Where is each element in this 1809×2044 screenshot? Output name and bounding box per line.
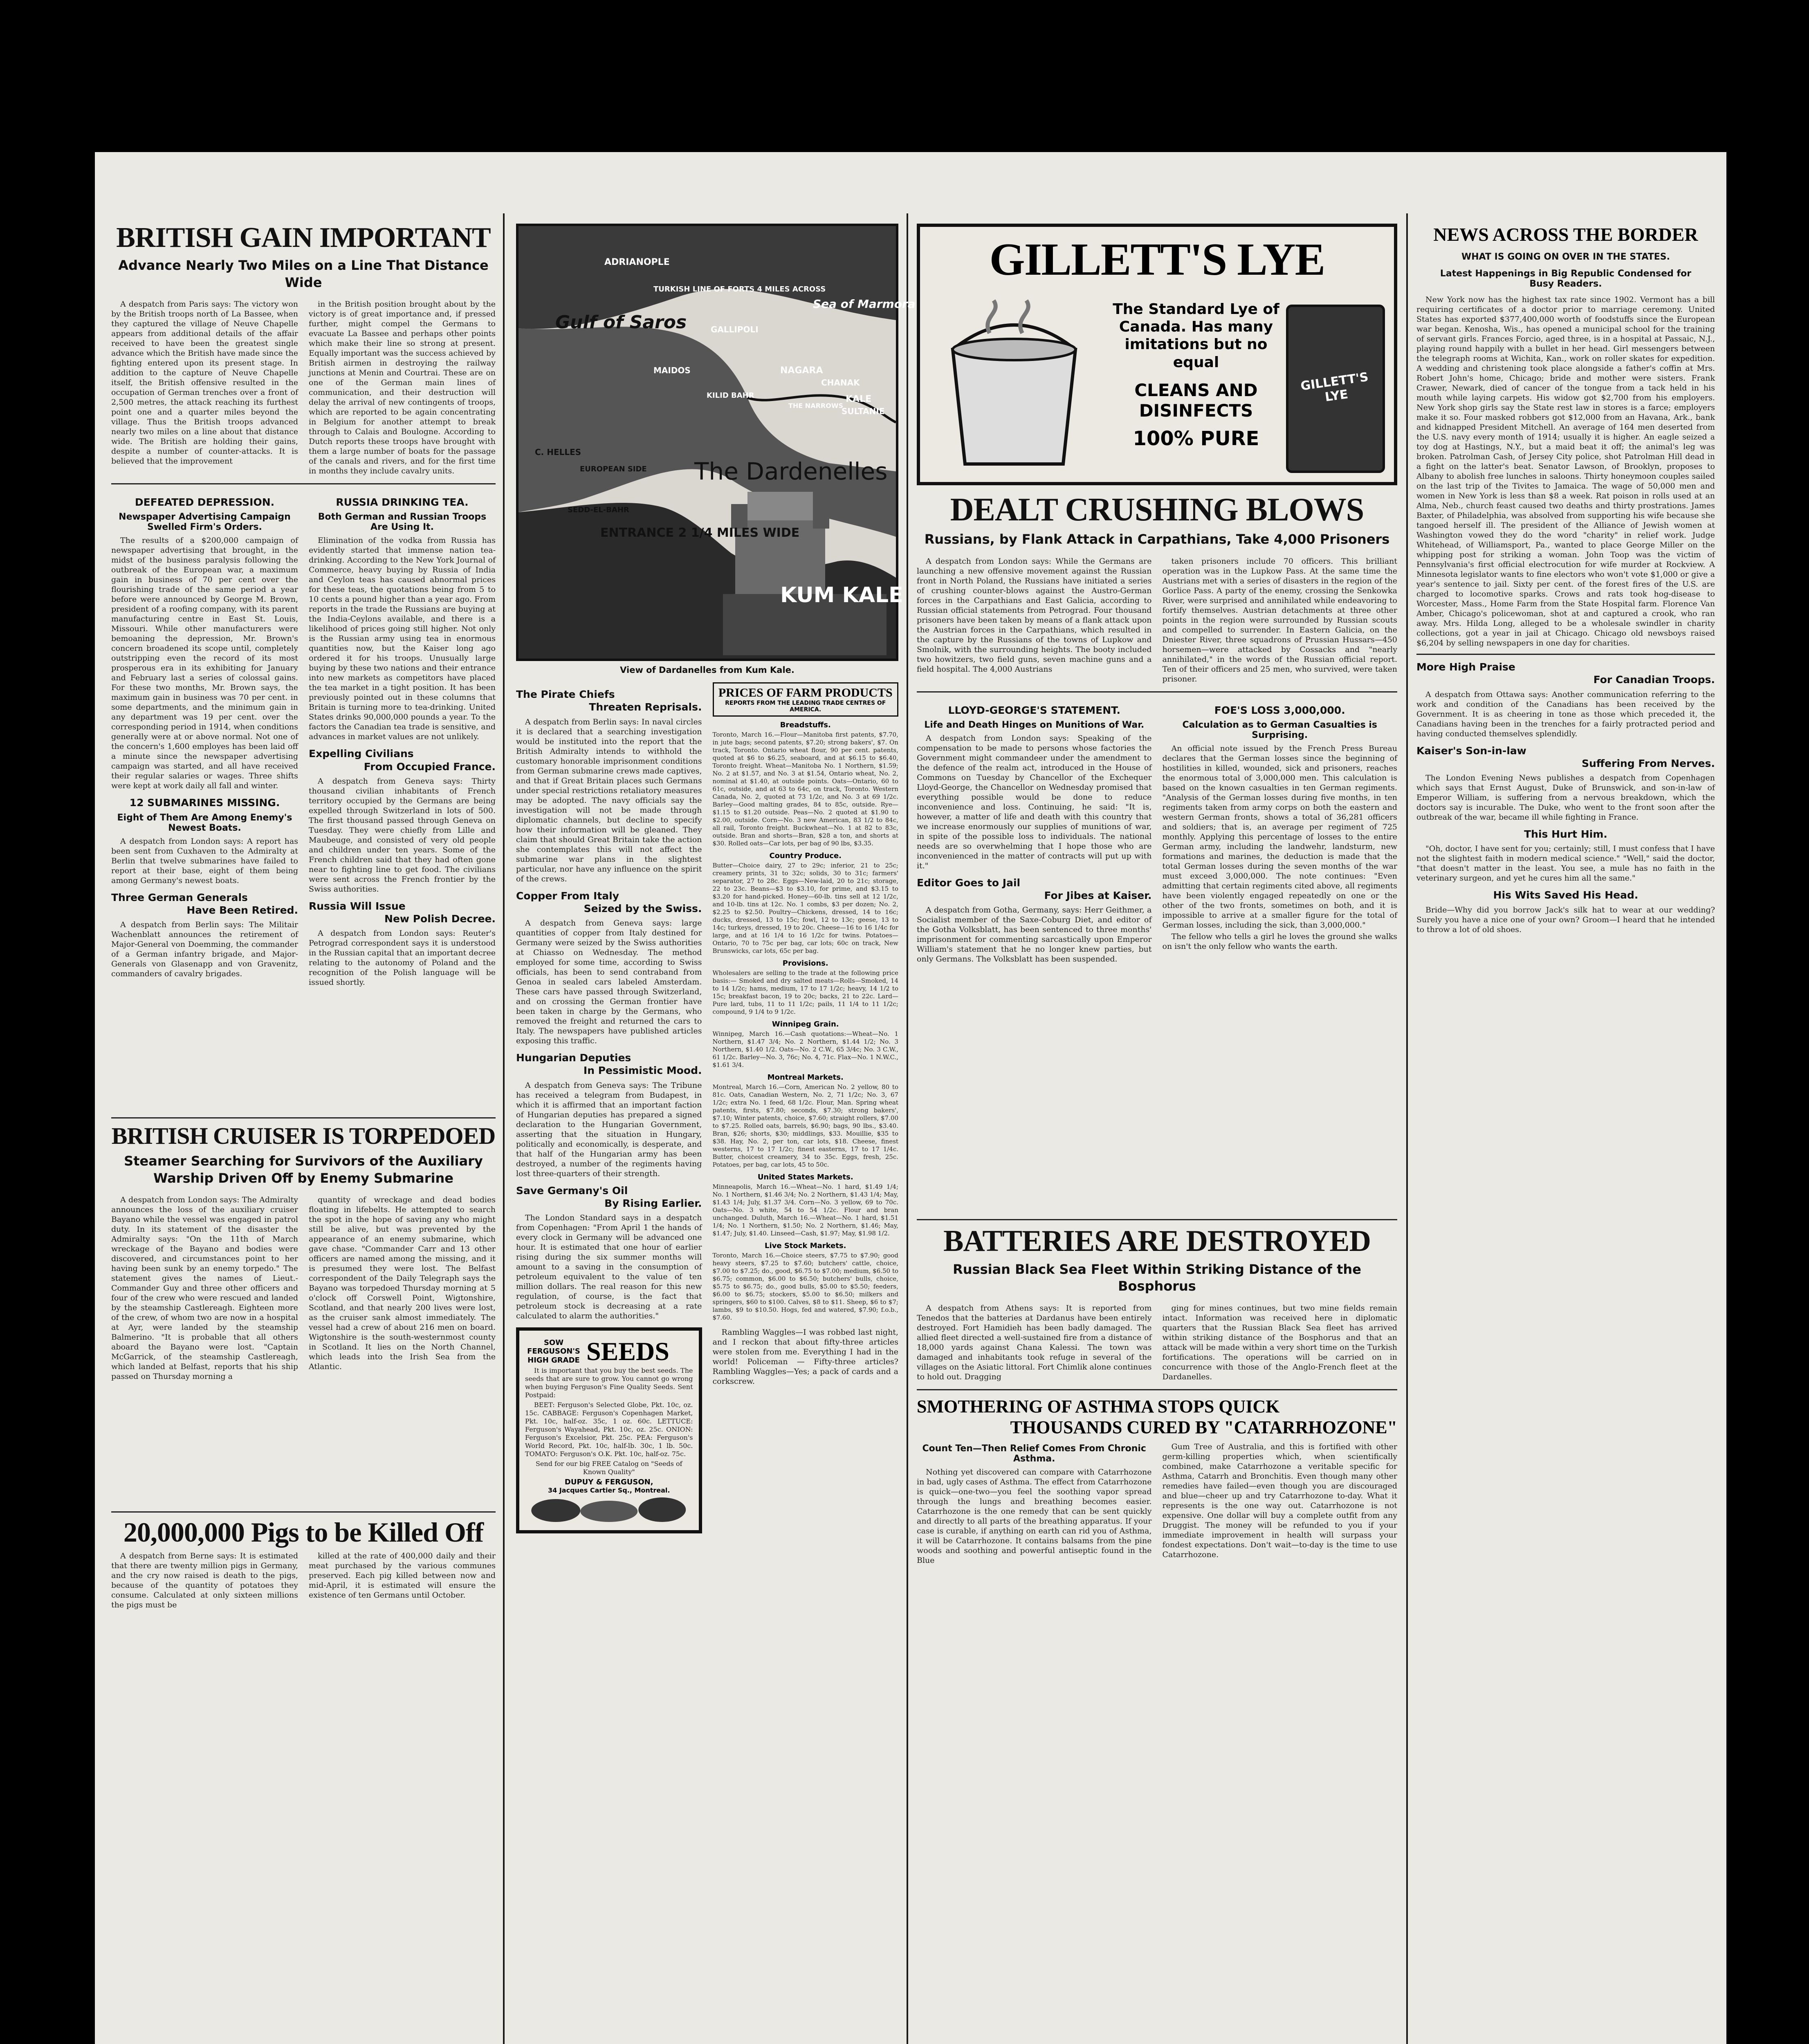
headline-hungarian: Hungarian Deputies In Pessimistic Mood. bbox=[516, 1052, 702, 1077]
headline-submarines-missing: 12 SUBMARINES MISSING. bbox=[129, 797, 280, 809]
divider bbox=[111, 1117, 496, 1118]
headline-high-praise: More High Praise For Canadian Troops. bbox=[1416, 661, 1715, 686]
headline-polish-decree: Russia Will Issue New Polish Decree. bbox=[309, 900, 496, 925]
map-label: SULTANIE bbox=[842, 406, 885, 416]
gilletts-lye-ad bbox=[917, 224, 1397, 485]
subhead-farm-products: REPORTS FROM THE LEADING TRADE CENTRES OF AMERICA. bbox=[725, 700, 886, 713]
seeds-ad-title: SEEDS bbox=[586, 1337, 669, 1366]
story-text: Gum Tree of Australia, and this is fortified with other germ-killing properties which, when scientifically combined, make Catarrhozone a veritable specific for Asthma, Catarrh and Bronchitis. Even though many other remedies have failed—even though you are discouraged and blue—cheer up and try Catarrhozone to-day. What it represents is the one way out. Catarrhozone is not expensive. One dollar will buy a complete outfit from any Druggist. The money will be refunded to you if your immediate improvement in health will surpass your fondest expectations. Don't wait—to-day is the time to use Catarrhozone. bbox=[1162, 1442, 1397, 1559]
story-text: A despatch from Gotha, Germany, says: Herr Geithmer, a Socialist member of the Saxe-Coburg Diet, and editor of the Gotha Volksblatt, has been sentenced to three months' imprisonment for commenting sarcastically upon Emperor William's statement that he no longer knew parties, but only Germans. The Volksblatt has been suspended. bbox=[917, 905, 1152, 964]
dardanelles-map bbox=[516, 224, 916, 661]
subhead-foes-loss: Calculation as to German Casualties is Surprising. bbox=[1182, 719, 1377, 740]
farm-section-winnipeg-grain: Winnipeg Grain. Winnipeg, March 16.—Cash quotations:—Wheat—No. 1 Northern, $1.47 3/4; No. 2 Northern, $1.44 1/2; No. 3 Northern, $1.40 1/2. Oats—No. 2 C.W., 65 3/4c; No. 3 C.W., 61 1/2c. Barley—No. 3, 76c; No. 4, 71c. Flax—No. 1 N.W.C., $1.61 3/4. bbox=[712, 1020, 898, 1069]
map-label: Gulf of Saros bbox=[555, 312, 687, 333]
headline-kaisers-son-in-law: Kaiser's Son-in-law Suffering From Nerves. bbox=[1416, 744, 1715, 769]
headline-three-generals: Three German Generals Have Been Retired. bbox=[111, 891, 298, 916]
bucket-illustration bbox=[928, 296, 1100, 472]
story-text: A despatch from Ottawa says: Another communication referring to the work and condition of the Canadians has been received by the Government. It is as cheering in tone as those which preceded it, the Canadians having been in the trenches for a fairly protracted period and having conducted themselves splendidly. bbox=[1416, 690, 1715, 738]
story-text: A despatch from Berlin says: In naval circles it is declared that a searching investigation would be instituted into the report that the British Admiralty intends to withhold the customary honorable imprisonment conditions from German submarine crews made captives, and that if Great Britain places such Germans under special restrictions retaliatory measures may be adopted. The navy officials say the investigation will not be made through diplomatic channels, but decline to specify how their information will be gleaned. They claim that should Great Britain take the action she contemplates this will not affect the submarine war plans in the slightest particular, nor have any influence on the spirit of the crews. bbox=[516, 717, 702, 883]
story-text: killed at the rate of 400,000 daily and their meat purchased by the various communes preserved. Each pig killed between now and mid-April, it is estimated will ensure the existence of ten Germans until October. bbox=[309, 1551, 496, 1600]
story-asthma bbox=[917, 1442, 1397, 1567]
story-text: A despatch from London says: Reuter's Petrograd correspondent says it is understood in the Russian capital that an important decree relating to the autonomy of Poland and the recognition of the Polish language will be issued shortly. bbox=[309, 929, 496, 987]
column-3 bbox=[917, 224, 1397, 2044]
subhead-submarines-missing: Eight of Them Are Among Enemy's Newest Boats. bbox=[117, 812, 292, 833]
subhead-lloyd-george: Life and Death Hinges on Munitions of War. bbox=[924, 719, 1145, 730]
ferguson-seeds-ad bbox=[516, 1327, 702, 1533]
dek-british-cruiser: Steamer Searching for Survivors of the Auxiliary Warship Driven Off by Enemy Submarine bbox=[124, 1153, 483, 1186]
farm-section-live-stock: Live Stock Markets. Toronto, March 16.—Choice steers, $7.75 to $7.90; good heavy steers, $7.25 to $7.60; butchers' cattle, choice, $7.00 to $7.25; do., good, $6.75 to $7.00; medium, $6.50 to $6.75; common, $6.00 to $6.50; butchers' bulls, choice, $5.75 to $6.75; do., good bulls, $5.00 to $5.50; feeders, $6.00 to $6.75; stockers, $5.00 to $6.50; milkers and springers, $60 to $100. Calves, $8 to $11. Sheep, $6 to $7; lambs, $9 to $10.50. Hogs, fed and watered, $7.90; f.o.b., $7.60. bbox=[712, 1242, 898, 1321]
story-text: An official note issued by the French Press Bureau declares that the German losses since the beginning of hostilities in killed, wounded, sick and prisoners, reaches the enormous total of 3,000,000 men. This calculation is based on the known casualties in ten German regiments. "Analysis of the German losses during five months, in ten regiments taken from army corps on both the eastern and western German fronts, shows a total of 36,281 officers and soldiers; that is, an average per regiment of 725 monthly. Applying this percentage of losses to the entire German army, including the landwehr, landsturm, new formations and marines, the deduction is made that the total German losses during the seven months of the war must exceed 3,000,000. The note continues: "Even admitting that certain regiments cited above, all regiments have been violently engaged repeatedly on one or the other of the two fronts, sometimes on both, and it is impossible to arrive at a smaller figure for the total of German losses, including the sick, than 3,000,000." bbox=[1162, 744, 1397, 930]
map-label: GALLIPOLI bbox=[711, 325, 759, 334]
divider bbox=[111, 1511, 496, 1513]
story-text: A despatch from Berne says: It is estimated that there are twenty million pigs in Germany, and the cry now raised is death to the pigs, because of the quantity of potatoes they consume. Calculated at only sixteen millions the pigs must be bbox=[111, 1551, 298, 1610]
map-label: TURKISH LINE OF FORTS 4 MILES ACROSS bbox=[653, 285, 826, 294]
story-text: Nothing yet discovered can compare with Catarrhozone in bad, ugly cases of Asthma. The effect from Catarrhozone is quick—one-two—you feel the soothing vapor spread through the lungs and breathing becomes easier. Catarrhozone is the one remedy that can be sent quickly and directly to all parts of the breathing apparatus. If your case is curable, if anything on earth can rid you of Asthma, it will be Catarrhozone. It contains balsams from the pine woods and soothing and powerful antiseptic found in the Blue bbox=[917, 1467, 1152, 1565]
divider bbox=[111, 483, 496, 484]
map-label: ENTRANCE 2 1/4 MILES WIDE bbox=[600, 526, 800, 540]
story-text: taken prisoners include 70 officers. This brilliant operation was in the Lupkow Pass. At the same time the Austrians met with a series of disasters in the region of the Gorlice Pass. A party of the enemy, crossing the Senkowka River, were surprised and annihilated while endeavoring to fortify themselves. Austrian detachments at three other points in the region were surrounded by Russian scouts and compelled to surrender. In Eastern Galicia, on the Dniester River, three squadrons of Prussian Hussars—450 horsemen—were attacked by Cossacks and "nearly annihilated," in the words of the Russian official report. Ten of their officers and 25 men, who survived, were taken prisoner. bbox=[1162, 556, 1397, 684]
gillett-brand: GILLETT'S LYE bbox=[989, 234, 1325, 285]
headline-news-across-border: NEWS ACROSS THE BORDER bbox=[1433, 224, 1698, 245]
headline-british-cruiser: BRITISH CRUISER IS TORPEDOED bbox=[111, 1123, 496, 1150]
farm-products-header bbox=[713, 682, 899, 717]
subhead-latest-happenings: Latest Happenings in Big Republic Condensed for Busy Readers. bbox=[1440, 269, 1692, 289]
headline-asthma-2: THOUSANDS CURED BY "CATARRHOZONE" bbox=[1010, 1417, 1397, 1437]
story-text: The London Evening News publishes a despatch from Copenhagen which says that Ernst August, Duke of Brunswick, and son-in-law of Emperor William, is suffering from a nervous breakdown, which the doctors say is incurable. The Duke, who went to the front soon after the outbreak of the war, became ill while fighting in France. bbox=[1416, 773, 1715, 822]
divider bbox=[917, 1389, 1397, 1390]
story-dealt-crushing bbox=[917, 556, 1397, 686]
dek-british-gain: Advance Nearly Two Miles on a Line That Distance Wide bbox=[118, 258, 489, 290]
headline-foes-loss: FOE'S LOSS 3,000,000. bbox=[1214, 704, 1345, 716]
story-text: A despatch from London says: The Admiralty announces the loss of the auxiliary cruiser Bayano while the vessel was engaged in patrol duty. In its statement of the disaster the Admiralty says: "On the 11th of March wreckage of the Bayano and bodies were discovered, and circumstances point to her having been sunk by an enemy torpedo." The statement gives the names of Lieut.-Commander Guy and three other officers and four of the crew who were rescued and landed by the steamship Castlereagh. Eighteen more of the crew, of whom two are now in a hospital at Ayr, were landed by the steamship Balmerino. "It is probable that all others aboard the Bayano were lost. "Captain McGarrick, of the steamship Castlereagh, which landed at Belfast, reports that his ship passed on Thursday morning a bbox=[111, 1195, 298, 1381]
headline-expelling-civilians: Expelling Civilians From Occupied France. bbox=[309, 748, 496, 773]
story-text: New York now has the highest tax rate since 1902. Vermont has a bill requiring certificates of a doctor prior to marriage ceremony. United States has exported $377,400,000 worth of foodstuffs since the European war began. Kenosha, Wis., has opened a municipal school for the training of servant girls. Frances Forcio, aged three, is in a hospital at Passaic, N.J., playing round happily with a bullet in her head. Girl messengers between the telegraph rooms at Wichita, Kan., work on roller skates for expedition. A wedding and christening took place alongside a father's coffin at Mrs. Robert John's home, Chicago; bride and mother were sisters. Frank Crawer, Newark, died of cancer of the tongue from a tack held in his mouth while laying carpets. His widow got $2,700 from his employers. New York shop girls say the State rest law in stores is a farce; employers make it so. Four masked robbers got $12,000 from an Havana, Ark., bank and kidnapped President Mitchell. An average of 164 men deserted from the U.S. navy every month of 1914; usually it is higher. An eagle seized a toy dog at Hastings, N.Y., but a maid beat it off; the animal's leg was broken. Patrolman Cash, of Jersey City police, shot Patrolman Hill dead in a fight on the latter's beat. Senator Lawson, of Brooklyn, proposes to Albany to abolish free lunches in saloons. Thirty honeymoon couples sailed on the last trip of the Tivites to Jamaica. The wage of 50,000 men and women in New York is less than $8 a week. Rat poison in rolls used at an Alma, Neb., church feast caused two deaths and thirty prostrations. James Baxter, of Philadelphia, was absolved from supporting his wife because she tangoed herself ill. The president of the Alliance of Jewish women at Washington vowed they do the word "charity" in relief work. Judge Whitehead, of Williamsport, Pa., wanted to place George Miller on the whipping post for striking a woman. John Toop was the victim of Pennsylvania's first official electrocution for wife murder at Rockview. A Minnesota legislator wants to fine electors who won't vote $1,000 or give a year's sentence to jail. Sixty per cent. of the forest fires of the U.S. are charged to locomotive sparks. Crows and rats took hog-disease to Worcester, Mass., Home Farm from the State Hospital farm. Florence Van Amber, Chicago's policewoman, shot at and captured a crook, who ran away. Mrs. Hilda Long, alleged to be a wholesale swindler in charity collections, got a year in jail at Chicago. Chicago old newsboys raised $6,204 by selling newspapers in one day for charities. bbox=[1416, 295, 1715, 648]
column-2 bbox=[516, 224, 916, 2044]
dek-batteries: Russian Black Sea Fleet Within Striking Distance of the Bosphorus bbox=[953, 1261, 1361, 1294]
headline-his-wits: His Wits Saved His Head. bbox=[1493, 889, 1638, 901]
column-rule bbox=[1406, 213, 1408, 2044]
map-label: SEDD-EL-BAHR bbox=[568, 506, 629, 514]
map-label: MAIDOS bbox=[653, 365, 691, 375]
seeds-ad-outro: Send for our big FREE Catalog on "Seeds of Known Quality" bbox=[535, 1460, 682, 1476]
vegetables-illustration bbox=[525, 1494, 693, 1523]
seeds-ad-items: BEET: Ferguson's Selected Globe, Pkt. 10c, oz. 15c. CABBAGE: Ferguson's Copenhagen Market, Pkt. 10c, half-oz. 35c, 1 oz. 60c. LETTUCE: Ferguson's Wayahead, Pkt. 10c, oz. 25c. ONION: Ferguson's Excelsior, Pkt. 25c. PEA: Ferguson's World Record, Pkt. 10c, half-lb. 30c, 1 lb. 50c. TOMATO: Ferguson's O.K. Pkt. 10c, half-oz. 75c. bbox=[525, 1401, 693, 1458]
story-text: A despatch from London says: A report has been sent from Cuxhaven to the Admiralty at Berlin that twelve submarines have failed to report at their base, eight of them being among Germany's newest boats. bbox=[111, 836, 298, 885]
story-british-gain bbox=[111, 299, 496, 477]
map-label: EUROPEAN SIDE bbox=[580, 465, 647, 473]
map-label: CHANAK bbox=[821, 378, 860, 388]
subhead-going-on: WHAT IS GOING ON OVER IN THE STATES. bbox=[1461, 252, 1670, 262]
headline-editor-jail: Editor Goes to Jail For Jibes at Kaiser. bbox=[917, 876, 1152, 902]
subhead-russia-tea: Both German and Russian Troops Are Using It. bbox=[318, 512, 487, 533]
map-label: Sea of Marmora bbox=[813, 297, 916, 311]
dek-asthma: Count Ten—Then Relief Comes From Chronic Asthma. bbox=[922, 1443, 1146, 1464]
headline-defeated-depression: DEFEATED DEPRESSION. bbox=[135, 496, 275, 509]
farm-section-montreal-markets: Montreal Markets. Montreal, March 16.—Corn, American No. 2 yellow, 80 to 81c. Oats, Canadian Western, No. 2, 71 1/2c; No. 3, 67 1/2c; extra No. 1 feed, 68 1/2c. Flour, Man. Spring wheat patents, firsts, $7.80; seconds, $7.30; strong bakers', $7.10; Winter patents, choice, $7.60; straight rollers, $7.00 to $7.25. Rolled oats, barrels, $6.90; bags, 90 lbs., $3.40. Bran, $26; shorts, $30; middlings, $33. Mouillie, $35 to $38. Hay, No. 2, per ton, car lots, $18. Cheese, finest westerns, 17 to 17 1/2c; finest easterns, 17 to 17 1/4c. Butter, choicest creamery, 34 to 35c. Eggs, fresh, 25c. Potatoes, per bag, car lots, 45 to 50c. bbox=[712, 1073, 898, 1168]
map-label: KALE bbox=[846, 394, 872, 404]
divider bbox=[917, 1219, 1397, 1220]
newspaper-page bbox=[95, 152, 1726, 2044]
headline-save-oil: Save Germany's Oil By Rising Earlier. bbox=[516, 1184, 702, 1209]
story-text: in the British position brought about by the victory is of great importance and, if pressed further, might compel the Germans to evacuate La Bassee and perhaps other points which make their line so strong at present. Equally important was the success achieved by British airmen in destroying the railway junctions at Menin and Courtrai. These are on one of the German main lines of communication, and their destruction will delay the arrival of new contingents of troops, which are reported to be again concentrating in Belgium for another attempt to break through to Calais and Boulogne. According to Dutch reports these troops have brought with them a large number of boats for the passage of the canals and rivers, and for the first time in months they include cavalry units. bbox=[309, 300, 496, 476]
column-3-split bbox=[917, 698, 1397, 1213]
divider bbox=[917, 691, 1397, 693]
seeds-ad-sow: SOW FERGUSON'S HIGH GRADE bbox=[527, 1338, 580, 1365]
short-stories-grid bbox=[111, 490, 496, 1112]
headline-asthma-1: SMOTHERING OF ASTHMA STOPS QUICK bbox=[917, 1396, 1280, 1416]
gillett-cleans: CLEANS AND DISINFECTS bbox=[1134, 380, 1258, 421]
seeds-ad-company: DUPUY & FERGUSON, bbox=[564, 1478, 653, 1486]
story-text: quantity of wreckage and dead bodies floating in lifebelts. He attempted to search the spot in the hope of saving any who might still be alive, but was prevented by the appearance of an enemy submarine, which gave chase. "Commander Carr and 13 other officers are named among the missing, and it is presumed they were lost. The Belfast correspondent of the Daily Telegraph says the Bayano was torpedoed Thursday morning at 5 o'clock off Corswell Point, Wigtonshire, Scotland, and that nearly 200 lives were lost, as the cruiser sank almost immediately. The vessel had a crew of about 216 men on board. Wigtonshire is the south-westernmost county in Scotland. It lies on the North Channel, which leads into the Irish Sea from the Atlantic. bbox=[309, 1195, 496, 1372]
headline-russia-tea: RUSSIA DRINKING TEA. bbox=[336, 496, 469, 509]
subhead-defeated-depression: Newspaper Advertising Campaign Swelled Firm's Orders. bbox=[119, 512, 291, 533]
map-title: The Dardenelles bbox=[694, 457, 888, 485]
story-text: A despatch from Paris says: The victory won by the British troops north of La Bassee, when they captured the village of Neuve Chapelle appears from additional details of the affair received to have been the greatest single advance which the British have made since the fighting entered upon its present stage. In addition to the capture of Neuve Chapelle itself, the British offensive resulted in the occupation of German trenches over a front of 2,500 metres, the attack reaching its furthest point one and a quarter miles beyond the village. Thus the British troops advanced nearly two miles on a line about that distance wide. The British are holding their gains, despite a number of counter-attacks. It is believed that the improvement bbox=[111, 300, 298, 466]
gillett-tagline: The Standard Lye of Canada. Has many imitations but no equal bbox=[1113, 301, 1279, 371]
farm-section-us-markets: United States Markets. Minneapolis, March 16.—Wheat—No. 1 hard, $1.49 1/4; No. 1 Northern, $1.46 3/4; No. 2 Northern, $1.43 1/4; May, $1.43 1/4; July, $1.37 3/4. Corn—No. 3 yellow, 69 to 70c. Oats—No. 3 white, 54 to 54 1/2c. Flour and bran unchanged. Duluth, March 16.—Wheat—No. 1 hard, $1.51 1/4; No. 1 Northern, $1.50; No. 2 Northern, $1.46; May, $1.47; July, $1.40. Linseed—Cash, $1.97; May, $1.98 1/2. bbox=[712, 1173, 898, 1237]
column-4 bbox=[1416, 224, 1715, 2044]
gillett-pure: 100% PURE bbox=[1133, 427, 1259, 450]
farm-section-country-produce: Country Produce. Butter—Choice dairy, 27 to 29c; inferior, 21 to 25c; creamery prints, 31 to 32c; solids, 30 to 31c; farmers' separator, 27 to 28c. Eggs—New-laid, 20 to 21c; storage, 22 to 23c. Beans—$3 to $3.10, for prime, and $3.15 to $3.20 for hand-picked. Honey—60-lb. tins sell at 12 1/2c, and 10-lb. tins at 12c. No. 1 combs, $3 per dozen; No. 2, $2.25 to $2.50. Poultry—Chickens, dressed, 14 to 16c; ducks, dressed, 13 to 15c; fowl, 12 to 13c; geese, 13 to 14c; turkeys, dressed, 19 to 20c. Cheese—16 to 16 1/4c for large, and at 16 1/4 to 16 1/2c for twins. Potatoes—Ontario, 70 to 75c per bag, car lots; 60c on track, New Brunswicks, car lots, 65c per bag. bbox=[712, 852, 898, 955]
column-2-split bbox=[516, 682, 898, 2044]
headline-pigs: 20,000,000 Pigs to be Killed Off bbox=[123, 1517, 484, 1548]
story-pigs bbox=[111, 1551, 496, 1611]
joke-fellow: The fellow who tells a girl he loves the ground she walks on isn't the only fellow who wants the earth. bbox=[1162, 932, 1397, 951]
headline-copper: Copper From Italy Seized by the Swiss. bbox=[516, 890, 702, 914]
story-text: Bride—Why did you borrow Jack's silk hat to wear at our wedding? Surely you have a nice one of your own? Groom—I heard that he intended to throw a lot of old shoes. bbox=[1416, 905, 1715, 934]
story-text: Elimination of the vodka from Russia has evidently started that immense nation tea-drinking. According to the New York Journal of Commerce, heavy buying by Russia of India and Ceylon teas has caused abnormal prices for these teas, the quotations being from 5 to 10 cents a pound higher than a year ago. From reports in the trade the Russians are buying at the India-Ceylons available, and there is a likelihood of prices going still higher. Not only is the Russian army using tea in enormous quantities now, but the Kaiser long ago ordered it for his troops. Unusually large buying by these two nations and their entrance into new markets as competitors have placed the tea market in a tight position. It has been previously pointed out in these columns that Britain is turning more to tea-drinking. United States drinks 90,000,000 pounds a year. To the factors the Canadian tea trade is sensitive, and advances in market values are not unlikely. bbox=[309, 536, 496, 742]
map-label: THE NARROWS bbox=[788, 402, 843, 410]
story-text: A despatch from Geneva says: large quantities of copper from Italy destined for Germany were seized by the Swiss authorities at Chiasso on Wednesday. The method employed for some time, according to Swiss officials, has been to send contraband from Genoa in sealed cars labeled Amsterdam. These cars have passed through Switzerland, and on crossing the German frontier have been taken in charge by the Germans, who removed the freight and returned the cars to Italy. The newspapers have published articles exposing this traffic. bbox=[516, 919, 702, 1045]
headline-british-gain: BRITISH GAIN IMPORTANT bbox=[116, 222, 491, 253]
story-text: The results of a $200,000 campaign of newspaper advertising that brought, in the midst of the business paralysis following the outbreak of the European war, a maximum gain in business of 70 per cent over the flourishing trade of the same period a year before were announced by George M. Brown, president of a roofing company, with its parent manufacturing centre in East St. Louis, Missouri. While other manufacturers were bemoaning the depression, Mr. Brown's concern broadened its scope until, completely outstripping even the record of its most prosperous era in its exhibiting for January and February last a series of colossal gains. For these two months, Mr. Brown says, the maximum gain in business was 70 per cent. in some departments, and the minimum gain in any department was 19 per cent. over the corresponding period in 1914, when conditions generally were at or above normal. Not one of the concern's 1,600 employes has been laid off a minute since the newspaper advertising campaign was started, and all have received their regular salaries or wages. Three shifts were kept at work daily all fall and winter. bbox=[111, 536, 298, 791]
headline-farm-products: PRICES OF FARM PRODUCTS bbox=[718, 686, 893, 699]
column-rule bbox=[503, 213, 505, 2044]
dardanelles-map-illustration bbox=[518, 226, 916, 659]
divider bbox=[1416, 654, 1715, 655]
headline-pirate-chiefs: The Pirate Chiefs Threaten Reprisals. bbox=[516, 688, 702, 713]
column-rule bbox=[907, 213, 908, 2044]
story-british-cruiser bbox=[111, 1195, 496, 1506]
headline-batteries: BATTERIES ARE DESTROYED bbox=[943, 1224, 1371, 1258]
story-text: The London Standard says in a despatch from Copenhagen: "From April 1 the hands of every clock in Germany will be advanced one hour. It is estimated that one hour of earlier rising during the six summer months will amount to a saving in the consumption of petroleum equivalent to the value of ten million dollars. The real reason for this new regulation, of course, is the fact that petroleum stock is decreasing at a rate calculated to alarm the authorities." bbox=[516, 1213, 702, 1320]
headline-dealt-crushing: DEALT CRUSHING BLOWS bbox=[950, 492, 1364, 528]
story-text: A despatch from Geneva says: The Tribune has received a telegram from Budapest, in which it is affirmed that an important faction of Hungarian deputies has prepared a signed declaration to the Hungarian Government, asserting that the situation in Hungary, politically and economically, is desperate, and that half of the Hungarian army has been destroyed, a number of the regiments having lost three-quarters of their strength. bbox=[516, 1080, 702, 1178]
story-text: A despatch from Athens says: It is reported from Tenedos that the batteries at Dardanus have been entirely destroyed. Fort Hamidieh has been badly damaged. The allied fleet directed a well-sustained fire from a distance of 18,000 yards against Chana Kalessi. The town was damaged and inhabitants took refuge in several of the villages on the Asiatic littoral. Fort Chimlik alone continues to hold out. Dragging bbox=[917, 1303, 1152, 1381]
dek-dealt-crushing: Russians, by Flank Attack in Carpathians, Take 4,000 Prisoners bbox=[924, 531, 1390, 547]
joke-rambling: Rambling Waggles—I was robbed last night, and I reckon that about fifty-three articles were stolen from me. Everything I had in the world! Policeman — Fifty-three articles? Rambling Waggles—Yes; a pack of cards and a corkscrew. bbox=[712, 1328, 898, 1386]
seeds-ad-intro: It is important that you buy the best seeds. The seeds that are sure to grow. You cannot go wrong when buying Ferguson's Fine Quality Seeds. Sent Postpaid: bbox=[525, 1367, 693, 1399]
headline-this-hurt-him: This Hurt Him. bbox=[1524, 828, 1607, 840]
map-label: KILID BAHR bbox=[707, 391, 754, 400]
lye-can-label: GILLETT'S LYE bbox=[1300, 370, 1369, 405]
map-label: KUM KALE bbox=[780, 583, 903, 607]
story-text: A despatch from Berlin says: The Militair Wachenblatt announces the retirement of Major-General von Doemming, the commander of a German infantry brigade, and Major-Generals von Glasenapp and von Gravenitz, commanders of cavalry brigades. bbox=[111, 920, 298, 979]
story-text: A despatch from London says: Speaking of the compensation to be made to persons whose factories the Government might commandeer under the amendment to the defence of the realm act, introduced in the House of Commons on Tuesday by Chancellor of the Exchequer Lloyd-George, the Chancellor on Wednesday promised that everything possible would be done to reduce inconvenience and loss. Continuing, he said: "It is, however, a matter of life and death with this country that we increase enormously our supplies of munitions of war, in spite of the possible loss to individuals. The national needs are so overwhelming that I hope those who are inconvenienced in the matter of contracts will put up with it." bbox=[917, 733, 1152, 870]
story-text: A despatch from London says: While the Germans are launching a new offensive movement against the Russian front in North Poland, the Russians have initiated a series of crushing counter-blows against the Austro-German forces in the Carpathians and East Galicia, according to Russian official statements from Petrograd. Four thousand prisoners have been taken by means of a flank attack upon the Austrian forces in the Carpathians, which resulted in the capture by the Russians of the towns of Lupkow and Smolnik, with the surrounding heights. The booty included two howitzers, two field guns, seven machine guns and a field hospital. The 4,000 Austrians bbox=[917, 556, 1152, 674]
seeds-ad-address: 34 Jacques Cartier Sq., Montreal. bbox=[548, 1486, 670, 1494]
story-text: ging for mines continues, but two mine fields remain intact. Information was received here in diplomatic quarters that the Russian Black Sea fleet has arrived within striking distance of the Bosphorus and that an attack will be made within a very short time on the Turkish fortifications. The operations will be carried on in concurrence with those of the Anglo-French fleet at the Dardanelles. bbox=[1162, 1303, 1397, 1381]
farm-section-breadstuffs: Breadstuffs. Toronto, March 16.—Flour—Manitoba first patents, $7.70, in jute bags; second patents, $7.20; strong bakers', $7. On track, Toronto. Ontario wheat flour, 90 per cent. patents, quoted at $6 to $6.25, seaboard, and at $6.15 to $6.40, Toronto freight. Wheat—Manitoba No. 1 Northern, $1.59; No. 2 at $1.57, and No. 3 at $1.54, Ontario wheat, No. 2, nominal at $1.40, at outside points. Oats—Ontario, 60 to 61c, outside, and at 63 to 64c, on track, Toronto. Western Canada, No. 2, quoted at 73 1/2c, and No. 3 at 69 1/2c. Barley—Good malting grades, 84 to 85c, outside. Rye—$1.15 to $1.20 outside. Peas—No. 2 quoted at $1.90 to $2.00, outside. Corn—No. 3 new American, 83 1/2 to 84c, all rail, Toronto freight. Buckwheat—No. 1 at 82 to 83c, outside. Bran and shorts—Bran, $28 a ton, and shorts at $30. Rolled oats—Car lots, per bag of 90 lbs, $3.35. bbox=[712, 721, 898, 847]
headline-lloyd-george: LLOYD-GEORGE'S STATEMENT. bbox=[948, 704, 1120, 716]
map-label: ADRIANOPLE bbox=[604, 257, 670, 267]
farm-section-provisions: Provisions. Wholesalers are selling to the trade at the following price basis:— Smoked and dry salted meats—Rolls—Smoked, 14 to 14 1/2c; hams, medium, 17 to 17 1/2c; heavy, 14 1/2 to 15c; breakfast bacon, 19 to 20c; backs, 21 to 22c. Lard—Pure lard, tubs, 11 to 11 1/2c; pails, 11 1/4 to 11 1/2c; compound, 9 1/4 to 9 1/2c. bbox=[712, 959, 898, 1015]
map-label: NAGARA bbox=[780, 365, 823, 376]
story-text: A despatch from Geneva says: Thirty thousand civilian inhabitants of French territory occupied by the Germans are being expelled through Switzerland in lots of 500. The first thousand passed through Geneva on Tuesday. They were chiefly from Lille and Maubeuge, and consisted of very old people and children under ten years. Some of the French children said that they had often gone near to fighting line to get food. The civilians were sent across the French frontier by the Swiss authorities. bbox=[309, 776, 496, 894]
lye-can bbox=[1286, 305, 1385, 473]
map-caption: View of Dardanelles from Kum Kale. bbox=[620, 665, 795, 675]
story-batteries bbox=[917, 1303, 1397, 1383]
column-1 bbox=[111, 224, 496, 2044]
map-label: C. HELLES bbox=[535, 447, 581, 457]
story-text: "Oh, doctor, I have sent for you; certainly; still, I must confess that I have not the slightest faith in modern medical science." "Well," said the doctor, "that doesn't matter in the least. You see, a mule has no faith in the veterinary surgeon, and yet he cures him all the same." bbox=[1416, 844, 1715, 883]
